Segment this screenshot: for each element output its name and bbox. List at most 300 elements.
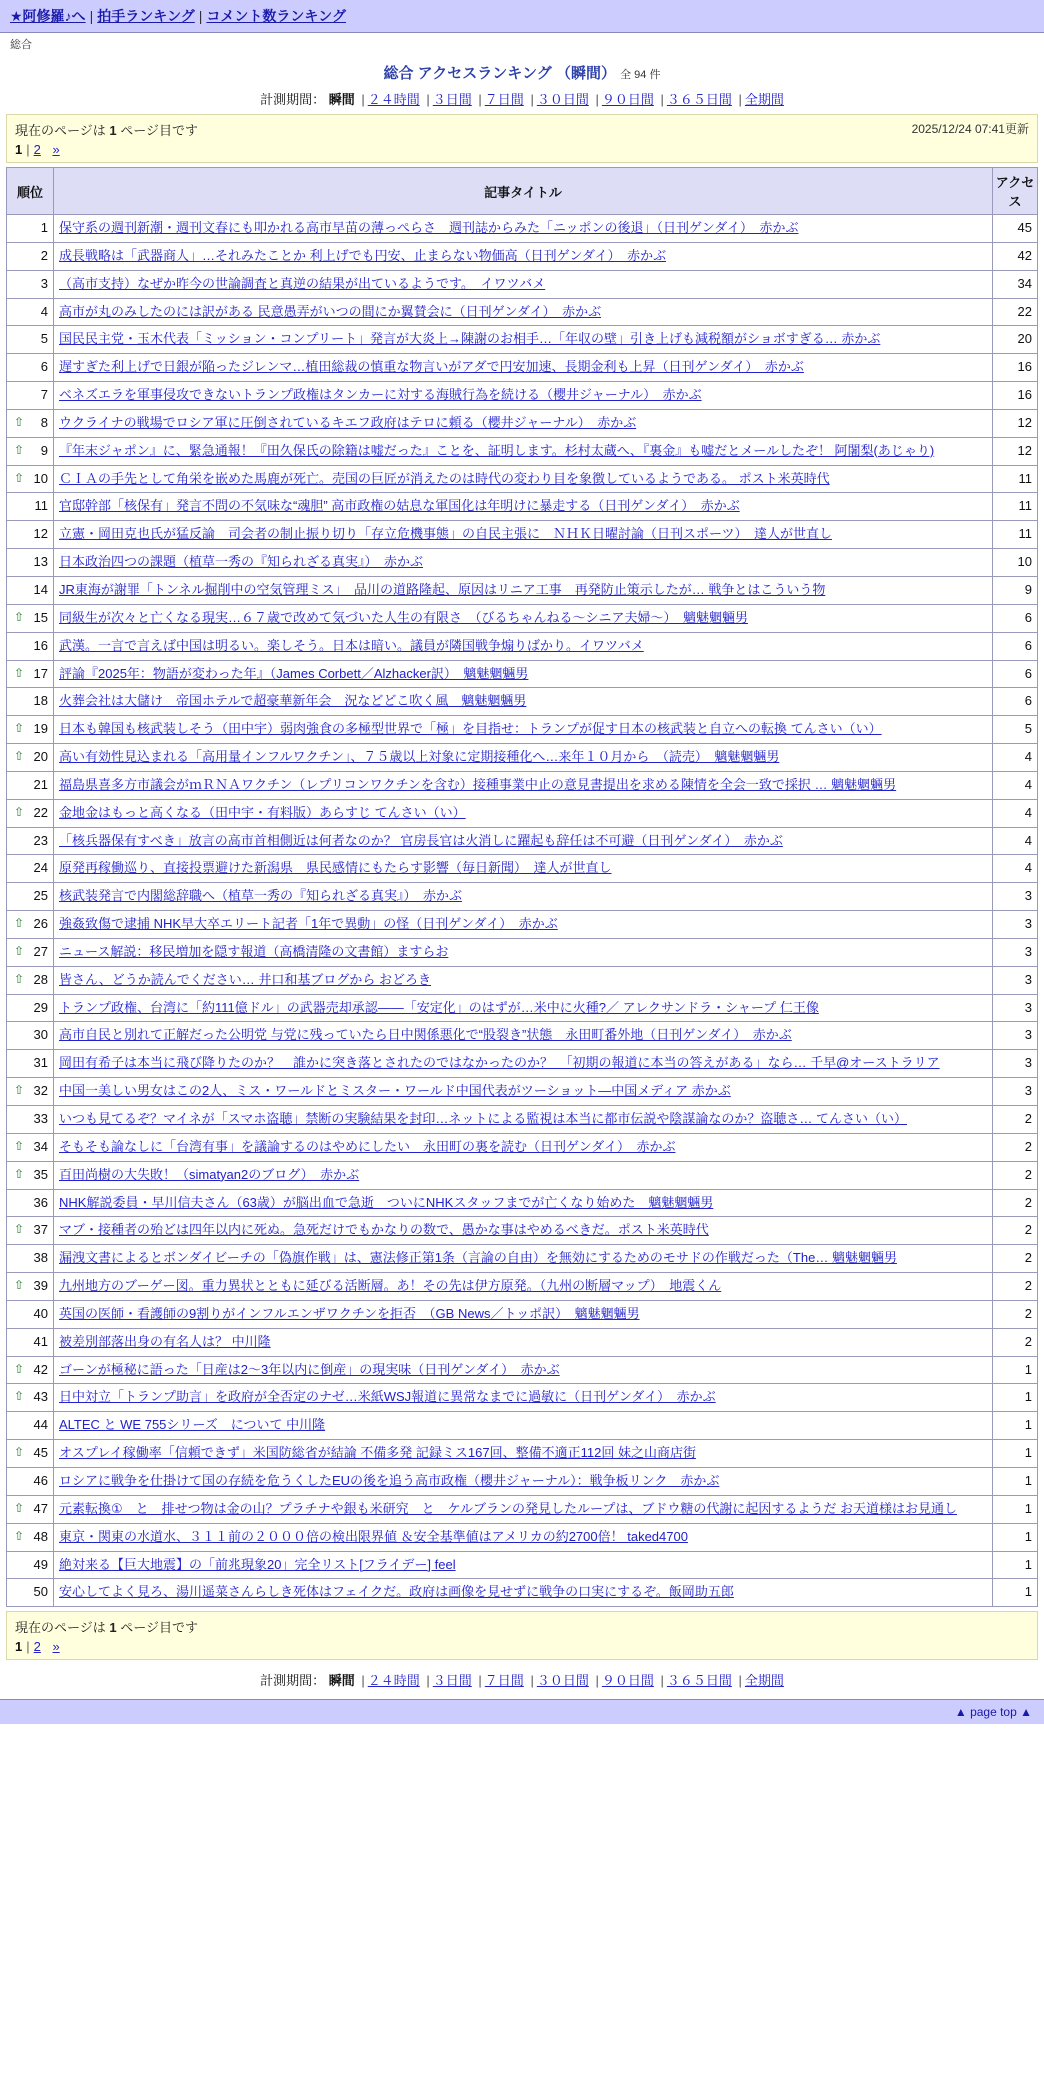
article-title-cell <box>54 1050 993 1078</box>
access-count-cell: 12 <box>993 409 1038 437</box>
article-title-cell <box>54 994 993 1022</box>
article-title-link[interactable]: 核武装発言で内閣総辞職へ（植草一秀の『知られざる真実』） 赤かぶ <box>59 888 463 904</box>
article-title-link[interactable]: 絶対来る【巨大地震】の「前兆現象20」完全リスト[フライデー] feel <box>59 1556 456 1572</box>
article-title-link[interactable]: 九州地方のブーゲー図。重力異状とともに延びる活断層。あ！その先は伊方原発。（九州の断層マップ） 地震くん <box>59 1278 722 1294</box>
rank-cell <box>7 1300 54 1328</box>
rank-up-arrow-icon: ⇧ <box>14 916 25 931</box>
rank-number: 40 <box>33 1305 48 1321</box>
article-title-cell <box>54 966 993 994</box>
article-title-link[interactable]: ウクライナの戦場でロシア軍に圧倒されているキエフ政府はテロに頼る（櫻井ジャーナル） 赤かぶ <box>59 414 637 430</box>
article-title-link[interactable]: 高い有効性見込まれる「高用量インフルワクチン」、７５歳以上対象に定期接種化へ…来年１０月から （読売） 魑魅魍魎男 <box>59 749 780 765</box>
article-title-link[interactable]: 被差別部落出身の有名人は？ 中川隆 <box>59 1333 271 1349</box>
table-row <box>7 1133 1038 1161</box>
access-count-cell: 34 <box>993 270 1038 298</box>
rank-number: 37 <box>33 1222 48 1238</box>
current-page-prefix-bottom: 現在のページは <box>15 1620 110 1636</box>
period-7d-top[interactable]: ７日間 <box>484 92 524 107</box>
rank-up-arrow-icon: ⇧ <box>14 442 25 457</box>
period-sep-b1: | <box>361 1673 365 1689</box>
pagination-page-1-top: 1 <box>15 142 23 157</box>
article-title-link[interactable]: 評論『2025年：物語が変わった年』（James Corbett／Alzhacker訳） 魑魅魍魎男 <box>59 665 529 681</box>
access-count-cell: 1 <box>993 1412 1038 1440</box>
article-title-cell <box>54 1412 993 1440</box>
period-all-bottom[interactable]: 全期間 <box>744 1673 784 1689</box>
rank-up-arrow-icon: ⇧ <box>14 971 25 986</box>
table-row <box>7 1078 1038 1106</box>
article-title-cell <box>54 799 993 827</box>
article-title-link[interactable]: ゴーンが極秘に語った「日産は2〜3年以内に倒産」の現実味（日刊ゲンダイ） 赤かぶ <box>59 1361 560 1377</box>
period-365d-bottom[interactable]: ３６５日間 <box>666 1673 732 1689</box>
access-count-cell: 5 <box>993 716 1038 744</box>
article-title-cell <box>54 1022 993 1050</box>
article-title-cell <box>54 660 993 688</box>
table-row <box>7 966 1038 994</box>
table-row <box>7 298 1038 326</box>
access-count-cell: 11 <box>993 465 1038 493</box>
period-30d-bottom[interactable]: ３０日間 <box>536 1673 589 1689</box>
article-title-link[interactable]: 英国の医師・看護師の9割りがインフルエンザワクチンを拒否 （GB News／トッポ訳） 魑魅魍魎男 <box>59 1305 640 1321</box>
rank-cell <box>7 1133 54 1161</box>
ranking-table-body <box>7 215 1038 1607</box>
table-row <box>7 938 1038 966</box>
article-title-link[interactable]: 百田尚樹の大失敗！（simatyan2のブログ） 赤かぶ <box>59 1166 360 1182</box>
period-label-bottom: 計測期間： <box>260 1673 326 1689</box>
article-title-cell <box>54 270 993 298</box>
period-sep-t6: | <box>660 92 664 107</box>
rank-cell <box>7 1328 54 1356</box>
breadcrumb: 総合 <box>10 39 32 51</box>
table-row <box>7 1050 1038 1078</box>
table-row <box>7 604 1038 632</box>
table-row <box>7 1384 1038 1412</box>
current-page-prefix-top: 現在のページは <box>15 123 110 138</box>
article-title-cell <box>54 242 993 270</box>
rank-up-arrow-icon: ⇧ <box>14 1500 25 1515</box>
pagination-next-bottom[interactable]: » <box>52 1639 60 1655</box>
article-title-link[interactable]: 皆さん、どうか読んでください… 井口和基ブログから おどろき <box>59 971 432 987</box>
period-sep-t7: | <box>738 92 742 107</box>
period-sep-b4: | <box>530 1673 534 1689</box>
rank-up-arrow-icon: ⇧ <box>14 1083 25 1098</box>
article-title-cell <box>54 771 993 799</box>
article-title-cell <box>54 409 993 437</box>
rank-number: 8 <box>40 414 48 430</box>
period-7d-bottom[interactable]: ７日間 <box>484 1673 524 1689</box>
article-title-link[interactable]: ニュース解説：移民増加を隠す報道（高橋清隆の文書館）ますらお <box>59 943 449 959</box>
rank-number: 6 <box>40 359 48 375</box>
rank-number: 45 <box>33 1445 48 1461</box>
period-sep-t5: | <box>595 92 599 107</box>
article-title-cell <box>54 1551 993 1579</box>
article-title-link[interactable]: ALTEC と WE 755シリーズ について 中川隆 <box>59 1417 326 1433</box>
table-row <box>7 883 1038 911</box>
table-row <box>7 1523 1038 1551</box>
rank-up-arrow-icon: ⇧ <box>14 943 25 958</box>
rank-cell <box>7 827 54 855</box>
table-row <box>7 994 1038 1022</box>
rank-cell <box>7 326 54 354</box>
rank-cell <box>7 1022 54 1050</box>
rank-number: 17 <box>33 665 48 681</box>
period-all-top[interactable]: 全期間 <box>744 92 784 107</box>
rank-number: 34 <box>33 1138 48 1154</box>
access-count-cell: 4 <box>993 744 1038 772</box>
table-row <box>7 1412 1038 1440</box>
access-count-cell: 3 <box>993 966 1038 994</box>
rank-cell <box>7 1161 54 1189</box>
article-title-cell <box>54 883 993 911</box>
rank-number: 36 <box>33 1194 48 1210</box>
rank-number: 28 <box>33 971 48 987</box>
nav-separator-1: | <box>89 8 94 24</box>
article-title-link[interactable]: NHK解説委員・早川信夫さん（63歳）が脳出血で急逝 ついにNHKスタッフまでが亡くなり始めた 魑魅魍魎男 <box>59 1194 714 1210</box>
article-title-link[interactable]: 成長戦略は「武器商人」…それみたことか 利上げでも円安、止まらない物価高（日刊ゲンダイ） 赤かぶ <box>59 247 667 263</box>
access-count-cell: 11 <box>993 493 1038 521</box>
rank-number: 42 <box>33 1361 48 1377</box>
access-count-cell: 22 <box>993 298 1038 326</box>
rank-cell <box>7 716 54 744</box>
rank-number: 39 <box>33 1278 48 1294</box>
rank-number: 21 <box>33 776 48 792</box>
article-title-cell <box>54 576 993 604</box>
article-title-link[interactable]: 高市が丸のみしたのには訳がある 民意愚弄がいつの間にか翼賛会に（日刊ゲンダイ） 赤かぶ <box>59 303 602 319</box>
access-count-cell: 45 <box>993 215 1038 243</box>
period-sep-b7: | <box>738 1673 742 1689</box>
rank-cell <box>7 744 54 772</box>
rank-cell <box>7 883 54 911</box>
rank-number: 32 <box>33 1083 48 1099</box>
access-count-cell: 20 <box>993 326 1038 354</box>
article-title-link[interactable]: 同級生が次々と亡くなる現実…６７歳で改めて気づいた人生の有限さ （びるちゃんねる〜シニア夫婦〜） 魑魅魍魎男 <box>59 609 749 625</box>
rank-number: 48 <box>33 1528 48 1544</box>
rank-up-arrow-icon: ⇧ <box>14 804 25 819</box>
access-count-cell: 3 <box>993 938 1038 966</box>
article-title-link[interactable]: 中国一美しい男女はこの2人、ミス・ワールドとミスター・ワールド中国代表がツーショット—中国メディア 赤かぶ <box>59 1083 731 1099</box>
article-title-link[interactable]: 原発再稼働巡り、直接投票避けた新潟県 県民感情にもたらす影響（毎日新聞） 達人が世直し <box>59 860 612 876</box>
rank-number: 23 <box>33 832 48 848</box>
article-title-link[interactable]: ベネズエラを軍事侵攻できないトランプ政権はタンカーに対する海賊行為を続ける（櫻井ジャーナル） 赤かぶ <box>59 387 702 403</box>
rank-cell <box>7 1523 54 1551</box>
column-header-title: 記事タイトル <box>54 168 993 215</box>
rank-up-arrow-icon: ⇧ <box>14 665 25 680</box>
article-title-cell <box>54 1133 993 1161</box>
article-title-link[interactable]: 保守系の週刊新潮・週刊文春にも叩かれる高市早苗の薄っぺらさ 週刊誌からみた「ニッポンの後退」（日刊ゲンダイ） 赤かぶ <box>59 220 799 235</box>
rank-number: 9 <box>40 442 48 458</box>
rank-number: 20 <box>33 749 48 765</box>
table-row <box>7 1189 1038 1217</box>
article-title-link[interactable]: 日中対立「トランプ助言」を政府が全否定のナゼ…米紙WSJ報道に異常なまでに過敏に（日刊ゲンダイ） 赤かぶ <box>59 1389 716 1405</box>
article-title-link[interactable]: 東京・関東の水道水、３１１前の２０００倍の検出限界値 ＆安全基準値はアメリカの約2700倍！ taked4700 <box>59 1528 688 1544</box>
table-row <box>7 437 1038 465</box>
rank-cell <box>7 799 54 827</box>
rank-cell <box>7 1551 54 1579</box>
access-count-cell: 42 <box>993 242 1038 270</box>
table-row <box>7 911 1038 939</box>
rank-cell <box>7 1050 54 1078</box>
access-count-cell: 1 <box>993 1384 1038 1412</box>
access-count-cell: 2 <box>993 1161 1038 1189</box>
rank-number: 3 <box>40 275 48 291</box>
article-title-cell <box>54 688 993 716</box>
access-count-cell: 2 <box>993 1133 1038 1161</box>
article-title-cell <box>54 1106 993 1134</box>
table-row <box>7 549 1038 577</box>
rank-cell <box>7 521 54 549</box>
period-sep-b3: | <box>478 1673 482 1689</box>
rank-cell <box>7 1412 54 1440</box>
nav-link-applause-ranking[interactable]: 拍手ランキング <box>97 8 195 24</box>
article-title-link[interactable]: トランプ政権、台湾に「約111億ドル」の武器売却承認――「安定化」のはずが…米中に火種?／ アレクサンドラ・シャープ 仁王像 <box>59 999 819 1015</box>
access-count-cell: 3 <box>993 1050 1038 1078</box>
access-count-cell: 16 <box>993 354 1038 382</box>
access-count-cell: 2 <box>993 1189 1038 1217</box>
table-row <box>7 688 1038 716</box>
rank-cell <box>7 409 54 437</box>
article-title-link[interactable]: 金地金はもっと高くなる（田中宇・有料版）あらすじ てんさい（い） <box>59 804 466 820</box>
article-title-link[interactable]: 福島県喜多方市議会がｍＲＮＡワクチン（レプリコンワクチンを含む）接種事業中止の意見書提出を求める陳情を全会一致で採択 … 魑魅魍魎男 <box>59 776 897 792</box>
period-sep-t3: | <box>478 92 482 107</box>
access-count-cell: 2 <box>993 1273 1038 1301</box>
table-row <box>7 326 1038 354</box>
rank-cell <box>7 382 54 410</box>
pagination-sep-top: | <box>26 142 30 157</box>
table-row <box>7 1495 1038 1523</box>
period-current-top: 瞬間 <box>328 92 355 107</box>
current-page-number-bottom: 1 <box>109 1620 117 1636</box>
article-title-link[interactable]: 遅すぎた利上げで日銀が陥ったジレンマ…植田総裁の慎重な物言いがアダで円安加速、長期金利も上昇（日刊ゲンダイ） 赤かぶ <box>59 359 804 375</box>
current-page-suffix-top: ページ目です <box>116 123 198 138</box>
period-3d-bottom[interactable]: ３日間 <box>432 1673 472 1689</box>
article-title-link[interactable]: 日本政治四つの課題（植草一秀の『知られざる真実』） 赤かぶ <box>59 554 424 570</box>
rank-cell <box>7 911 54 939</box>
article-title-cell <box>54 1245 993 1273</box>
access-count-cell: 3 <box>993 883 1038 911</box>
article-title-link[interactable]: いつも見てるぞ？マイネが「スマホ盗聴」禁断の実験結果を封印…ネットによる監視は本当に都市伝説や陰謀論なのか？盗聴さ… てんさい（い） <box>59 1111 907 1126</box>
article-title-cell <box>54 938 993 966</box>
table-row <box>7 1300 1038 1328</box>
access-count-cell: 3 <box>993 1078 1038 1106</box>
article-title-link[interactable]: 『年末ジャポン』に、緊急通報！『田久保氏の除籍は嘘だった』ことを、証明します。杉村太蔵へ、『裏金』も嘘だとメールしたぞ！ 阿闍梨(あじゃり) <box>59 442 935 458</box>
article-title-cell <box>54 1440 993 1468</box>
rank-cell <box>7 1579 54 1607</box>
article-title-link[interactable]: そもそも論なしに「台湾有事」を議論するのはやめにしたい 永田町の裏を読む（日刊ゲンダイ） 赤かぶ <box>59 1138 676 1154</box>
article-title-link[interactable]: JR東海が謝罪「トンネル掘削中の空気管理ミス」 品川の道路隆起、原因はリニア工事 再発防止策示したが… 戦争とはこういう物 <box>59 581 826 597</box>
table-row <box>7 576 1038 604</box>
period-sep-t1: | <box>361 92 365 107</box>
article-title-link[interactable]: 立憲・岡田克也氏が猛反論 司会者の制止振り切り「存立危機事態」の自民主張に ＮＨＫ日曜討論（日刊スポーツ） 達人が世直し <box>59 526 832 542</box>
article-title-cell <box>54 744 993 772</box>
access-count-cell: 2 <box>993 1300 1038 1328</box>
table-row <box>7 215 1038 243</box>
period-90d-top[interactable]: ９０日間 <box>601 92 654 107</box>
rank-up-arrow-icon: ⇧ <box>14 1138 25 1153</box>
rank-up-arrow-icon: ⇧ <box>14 609 25 624</box>
last-updated-timestamp: 2025/12/24 07:41更新 <box>911 122 1029 136</box>
article-title-link[interactable]: ＣＩＡの手先として角栄を嵌めた馬鹿が死亡。売国の巨匠が消えたのは時代の変わり目を象徴しているようである。 ポスト米英時代 <box>59 470 830 486</box>
table-row <box>7 382 1038 410</box>
table-row <box>7 1106 1038 1134</box>
table-row <box>7 660 1038 688</box>
access-count-cell: 12 <box>993 437 1038 465</box>
period-90d-bottom[interactable]: ９０日間 <box>601 1673 654 1689</box>
article-title-link[interactable]: 岡田有希子は本当に飛び降りたのか？ 誰かに突き落とされたのではなかったのか？ 「初期の報道に本当の答えがある」なら… 千早@オーストラリア <box>59 1055 940 1071</box>
article-title-cell <box>54 521 993 549</box>
rank-number: 44 <box>33 1417 48 1433</box>
rank-cell <box>7 855 54 883</box>
pagination-sep-bottom: | <box>26 1639 30 1655</box>
rank-cell <box>7 465 54 493</box>
access-count-cell: 1 <box>993 1356 1038 1384</box>
article-title-cell <box>54 1161 993 1189</box>
period-24h-top[interactable]: ２４時間 <box>367 92 420 107</box>
table-row <box>7 1579 1038 1607</box>
article-title-link[interactable]: 国民民主党・玉木代表「ミッション・コンプリート」発言が大炎上→陳謝のお相手…「年収の壁」引き上げも減税額がショボすぎる… 赤かぶ <box>59 331 881 347</box>
period-sep-b2: | <box>426 1673 430 1689</box>
page-top-link[interactable]: ▲ page top ▲ <box>954 1705 1032 1720</box>
access-count-cell: 1 <box>993 1551 1038 1579</box>
rank-number: 29 <box>33 999 48 1015</box>
rank-cell <box>7 1384 54 1412</box>
home-link[interactable]: ★阿修羅♪へ <box>10 8 86 24</box>
article-title-link[interactable]: 元素転換① と 排せつ物は金の山？プラチナや銀も米研究 と ケルブランの発見したループは、ブドウ糖の代謝に起因するようだ お天道様はお見通し <box>59 1500 957 1516</box>
nav-link-comment-ranking[interactable]: コメント数ランキング <box>206 8 347 24</box>
article-title-cell <box>54 1078 993 1106</box>
table-row <box>7 799 1038 827</box>
rank-cell <box>7 493 54 521</box>
article-title-link[interactable]: 日本も韓国も核武装しそう（田中宇）弱肉強食の多極型世界で「極」を目指せ：トランプが促す日本の核武装と自立への転換 てんさい（い） <box>59 721 882 737</box>
rank-number: 7 <box>40 387 48 403</box>
rank-cell <box>7 1078 54 1106</box>
table-row <box>7 1356 1038 1384</box>
article-title-link[interactable]: 「核兵器保有すべき」放言の高市首相側近は何者なのか？ 官房長官は火消しに躍起も辞任は不可避（日刊ゲンダイ） 赤かぶ <box>59 832 783 848</box>
rank-cell <box>7 549 54 577</box>
rank-cell <box>7 1467 54 1495</box>
ranking-table <box>6 167 1038 1607</box>
table-row <box>7 1273 1038 1301</box>
rank-number: 2 <box>40 247 48 263</box>
article-title-link[interactable]: ロシアに戦争を仕掛けて国の存続を危うくしたEUの後を追う高市政権（櫻井ジャーナル）：戦争板リンク 赤かぶ <box>59 1472 720 1488</box>
rank-up-arrow-icon: ⇧ <box>14 1278 25 1293</box>
article-title-cell <box>54 1523 993 1551</box>
article-title-link[interactable]: 漏洩文書によるとボンダイビーチの「偽旗作戦」は、憲法修正第1条（言論の自由）を無効にするためのモサドの作戦だった（The… 魑魅魍魎男 <box>59 1250 897 1266</box>
article-title-cell <box>54 1328 993 1356</box>
column-header-access: アクセス <box>993 168 1038 215</box>
rank-up-arrow-icon: ⇧ <box>14 749 25 764</box>
article-title-link[interactable]: オスプレイ稼働率「信頼できず」米国防総省が結論 不備多発 記録ミス167回、整備不適正112回 妹之山商店街 <box>59 1445 696 1461</box>
rank-number: 12 <box>33 526 48 542</box>
page-status-bar-top <box>6 114 1038 163</box>
article-title-link[interactable]: 安心してよく見ろ、湯川遥菜さんらしき死体はフェイクだ。政府は画像を見せずに戦争の口実にするぞ。飯岡助五郎 <box>59 1584 734 1600</box>
access-count-cell: 1 <box>993 1579 1038 1607</box>
table-row <box>7 1245 1038 1273</box>
rank-cell <box>7 994 54 1022</box>
article-title-cell <box>54 215 993 243</box>
access-count-cell: 1 <box>993 1440 1038 1468</box>
page-status-bar-bottom <box>6 1611 1038 1660</box>
article-title-link[interactable]: 強姦致傷で逮捕 NHK早大卒エリート記者「1年で異動」の怪（日刊ゲンダイ） 赤かぶ <box>59 916 558 932</box>
pagination-top <box>15 142 1029 157</box>
rank-number: 33 <box>33 1111 48 1126</box>
table-row <box>7 465 1038 493</box>
rank-number: 10 <box>33 470 48 486</box>
access-count-cell: 1 <box>993 1467 1038 1495</box>
article-title-link[interactable]: （高市支持）なぜか昨今の世論調査と真逆の結果が出ているようです。 イワツバメ <box>59 275 546 291</box>
access-count-cell: 3 <box>993 994 1038 1022</box>
rank-cell <box>7 1440 54 1468</box>
article-title-cell <box>54 326 993 354</box>
period-3d-top[interactable]: ３日間 <box>432 92 472 107</box>
rank-number: 26 <box>33 916 48 932</box>
period-24h-bottom[interactable]: ２４時間 <box>367 1673 420 1689</box>
rank-number: 41 <box>33 1333 48 1349</box>
rank-number: 31 <box>33 1055 48 1071</box>
article-title-cell <box>54 855 993 883</box>
access-count-cell: 4 <box>993 771 1038 799</box>
access-count-cell: 10 <box>993 549 1038 577</box>
rank-number: 11 <box>34 498 48 514</box>
rank-number: 38 <box>33 1250 48 1266</box>
article-title-link[interactable]: マブ・接種者の殆どは四年以内に死ぬ。急死だけでもかなりの数で、愚かな事はやめるべきだ。ポスト米英時代 <box>59 1222 709 1238</box>
period-30d-top[interactable]: ３０日間 <box>536 92 589 107</box>
period-365d-top[interactable]: ３６５日間 <box>666 92 732 107</box>
current-page-suffix-bottom: ページ目です <box>116 1620 198 1636</box>
rank-cell <box>7 1356 54 1384</box>
table-row <box>7 716 1038 744</box>
rank-cell <box>7 1106 54 1134</box>
article-title-cell <box>54 911 993 939</box>
pagination-sep2-bottom <box>41 1639 53 1654</box>
pagination-page-1-bottom: 1 <box>15 1639 23 1655</box>
period-sep-t4: | <box>530 92 534 107</box>
period-selector-bottom <box>0 1670 1044 1689</box>
rank-number: 5 <box>40 331 48 347</box>
rank-cell <box>7 576 54 604</box>
access-count-cell: 6 <box>993 604 1038 632</box>
article-title-link[interactable]: 火葬会社は大儲け 帝国ホテルで超豪華新年会 況などどこ吹く風 魑魅魍魎男 <box>59 693 527 709</box>
access-count-cell: 2 <box>993 1217 1038 1245</box>
article-title-cell <box>54 1384 993 1412</box>
rank-number: 16 <box>33 637 48 653</box>
table-row <box>7 242 1038 270</box>
pagination-bottom <box>15 1639 1029 1654</box>
rank-cell <box>7 604 54 632</box>
article-title-link[interactable]: 高市自民と別れて正解だった公明党 与党に残っていたら日中関係悪化で“股裂き”状態 永田町番外地（日刊ゲンダイ） 赤かぶ <box>59 1027 792 1043</box>
table-row <box>7 632 1038 660</box>
article-title-cell <box>54 1273 993 1301</box>
table-row <box>7 1551 1038 1579</box>
rank-number: 15 <box>33 609 48 625</box>
article-title-cell <box>54 493 993 521</box>
rank-number: 13 <box>33 554 48 570</box>
pagination-page-2-bottom[interactable]: 2 <box>33 1639 41 1655</box>
period-sep-b5: | <box>595 1673 599 1689</box>
rank-cell <box>7 1273 54 1301</box>
access-count-cell: 4 <box>993 827 1038 855</box>
rank-cell <box>7 437 54 465</box>
rank-number: 35 <box>33 1166 48 1182</box>
period-sep-b6: | <box>660 1673 664 1689</box>
rank-number: 50 <box>33 1584 48 1600</box>
table-row <box>7 827 1038 855</box>
pagination-next-top[interactable]: » <box>52 142 60 157</box>
rank-cell <box>7 1495 54 1523</box>
access-count-cell: 1 <box>993 1495 1038 1523</box>
article-title-cell <box>54 549 993 577</box>
article-title-link[interactable]: 武漢。一言で言えば中国は明るい。楽しそう。日本は暗い。議員が隣国戦争煽りばかり。イワツバメ <box>59 637 644 653</box>
rank-cell <box>7 660 54 688</box>
pagination-page-2-top[interactable]: 2 <box>33 142 41 157</box>
article-title-link[interactable]: 官邸幹部「核保有」発言不問の不気味な“魂胆” 高市政権の姑息な軍国化は年明けに暴走する（日刊ゲンダイ） 赤かぶ <box>59 498 740 514</box>
